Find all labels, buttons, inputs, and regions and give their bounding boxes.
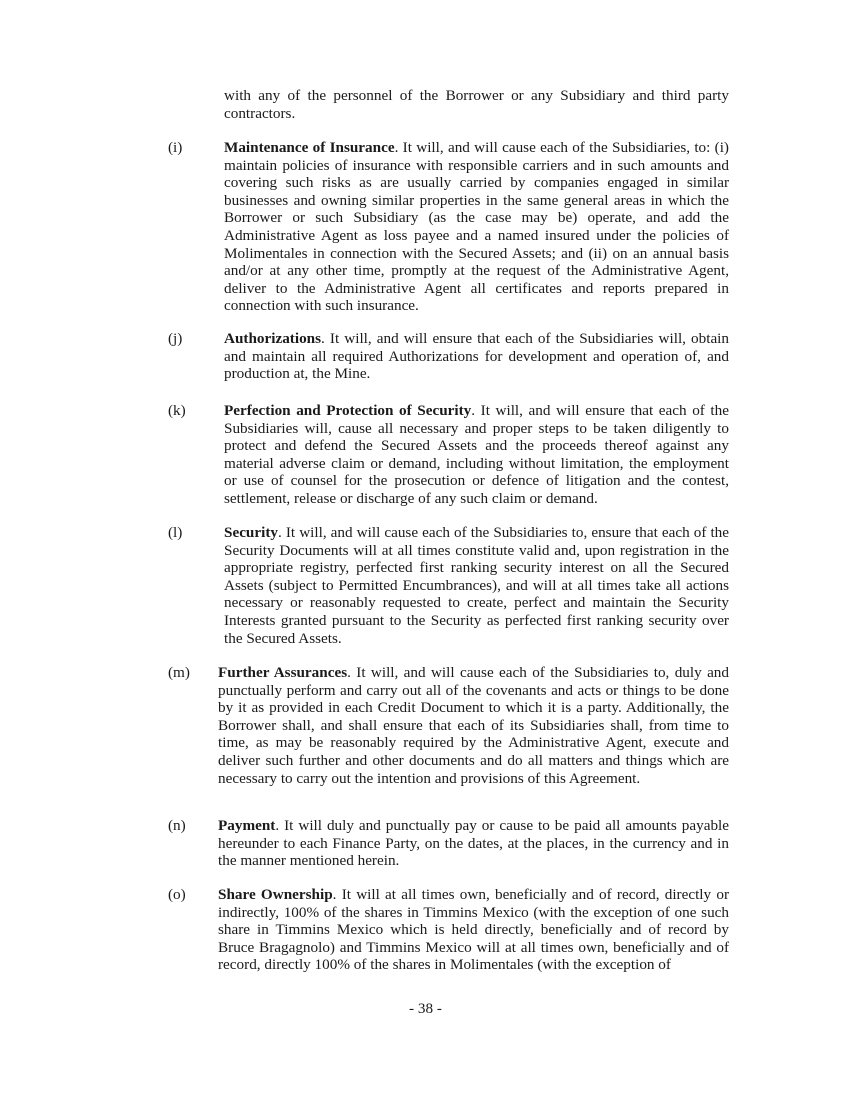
clause-marker: (o)	[168, 886, 186, 903]
clause-body	[224, 139, 729, 315]
clause-perfection-and-protection-of-security	[168, 402, 729, 508]
clause-heading: Further Assurances	[218, 664, 348, 681]
clause-heading: Payment	[218, 817, 276, 834]
clause-heading: Security	[224, 524, 278, 541]
clause-security	[168, 524, 729, 647]
clause-heading: Perfection and Protection of Security	[224, 402, 472, 419]
clause-heading: Authorizations	[224, 330, 322, 347]
clause-text: . It will at all times own, beneficially and of record, directly or indirectly, 100% of the shares in Timmins Mexico (with the exception of one such share in Timmins Mexico which is held directly, beneficially and of record by Bruce Bragagnolo) and Timmins Mexico will at all times own, beneficially and of record, directly 100% of the shares in Molimentales (with the exception of	[218, 886, 730, 974]
clause-body	[224, 524, 729, 647]
clause-body	[224, 402, 729, 508]
page-number: - 38 -	[409, 1000, 442, 1017]
clause-share-ownership	[168, 886, 729, 974]
clause-body	[224, 330, 729, 383]
clause-maintenance-of-insurance	[168, 139, 729, 315]
clause-text: . It will, and will cause each of the Subsidiaries to, ensure that each of the Security Documents will at all times constitute valid and, upon registration in the appropriate registry, perfected first ranking security interest on all the Secured Assets (subject to Permitted Encumbrances), and will at all times take all actions necessary or reasonably requested to create, perfect and maintain the Security Interests granted pursuant to the Security as perfected first ranking security over the Secured Assets.	[224, 524, 729, 647]
clause-text: . It will duly and punctually pay or cause to be paid all amounts payable hereunder to each Finance Party, on the dates, at the places, in the currency and in the manner mentioned herein.	[218, 817, 729, 870]
clause-marker: (l)	[168, 524, 183, 541]
clause-body	[218, 817, 729, 870]
clause-heading: Share Ownership	[218, 886, 333, 903]
clause-marker: (k)	[168, 402, 186, 419]
clause-marker: (m)	[168, 664, 190, 681]
continuation-paragraph: with any of the personnel of the Borrower or any Subsidiary and third party contractors.	[224, 87, 729, 122]
clause-payment	[168, 817, 729, 870]
clause-text: . It will, and will ensure that each of the Subsidiaries will, cause all necessary and proper steps to be taken diligently to protect and defend the Secured Assets and the proceeds thereof against any material adverse claim or demand, including without limitation, the employment or use of counsel for the prosecution or defence of litigation and the contest, settlement, release or discharge of any such claim or demand.	[224, 402, 729, 507]
clause-body	[218, 664, 729, 787]
clause-marker: (j)	[168, 330, 183, 347]
clause-marker: (i)	[168, 139, 183, 156]
clause-authorizations	[168, 330, 729, 383]
clause-body	[218, 886, 729, 974]
clause-marker: (n)	[168, 817, 186, 834]
clause-text: . It will, and will cause each of the Subsidiaries to, duly and punctually perform and carry out all of the covenants and acts or things to be done by it as provided in each Credit Document to which it is a party. Additionally, the Borrower shall, and shall ensure that each of its Subsidiaries shall, from time to time, as may be reasonably required by the Administrative Agent, execute and deliver such further and other documents and do all matters and things which are necessary to carry out the intention and provisions of this Agreement.	[218, 664, 729, 787]
clause-heading: Maintenance of Insurance	[224, 139, 395, 156]
clause-text: . It will, and will cause each of the Subsidiaries, to: (i) maintain policies of insurance with responsible carriers and in such amounts and covering such risks as are usually carried by companies engaged in similar businesses and owning similar properties in the same general areas in which the Borrower or such Subsidiary (as the case may be) operate, and add the Administrative Agent as loss payee and a named insured under the policies of Molimentales in connection with the Secured Assets; and (ii) on an annual basis and/or at any other time, promptly at the request of the Administrative Agent, deliver to the Administrative Agent all certificates and reports prepared in connection with such insurance.	[224, 139, 729, 315]
clause-text: . It will, and will ensure that each of the Subsidiaries will, obtain and maintain all required Authorizations for development and operation of, and production at, the Mine.	[224, 330, 729, 383]
clause-further-assurances	[168, 664, 729, 787]
